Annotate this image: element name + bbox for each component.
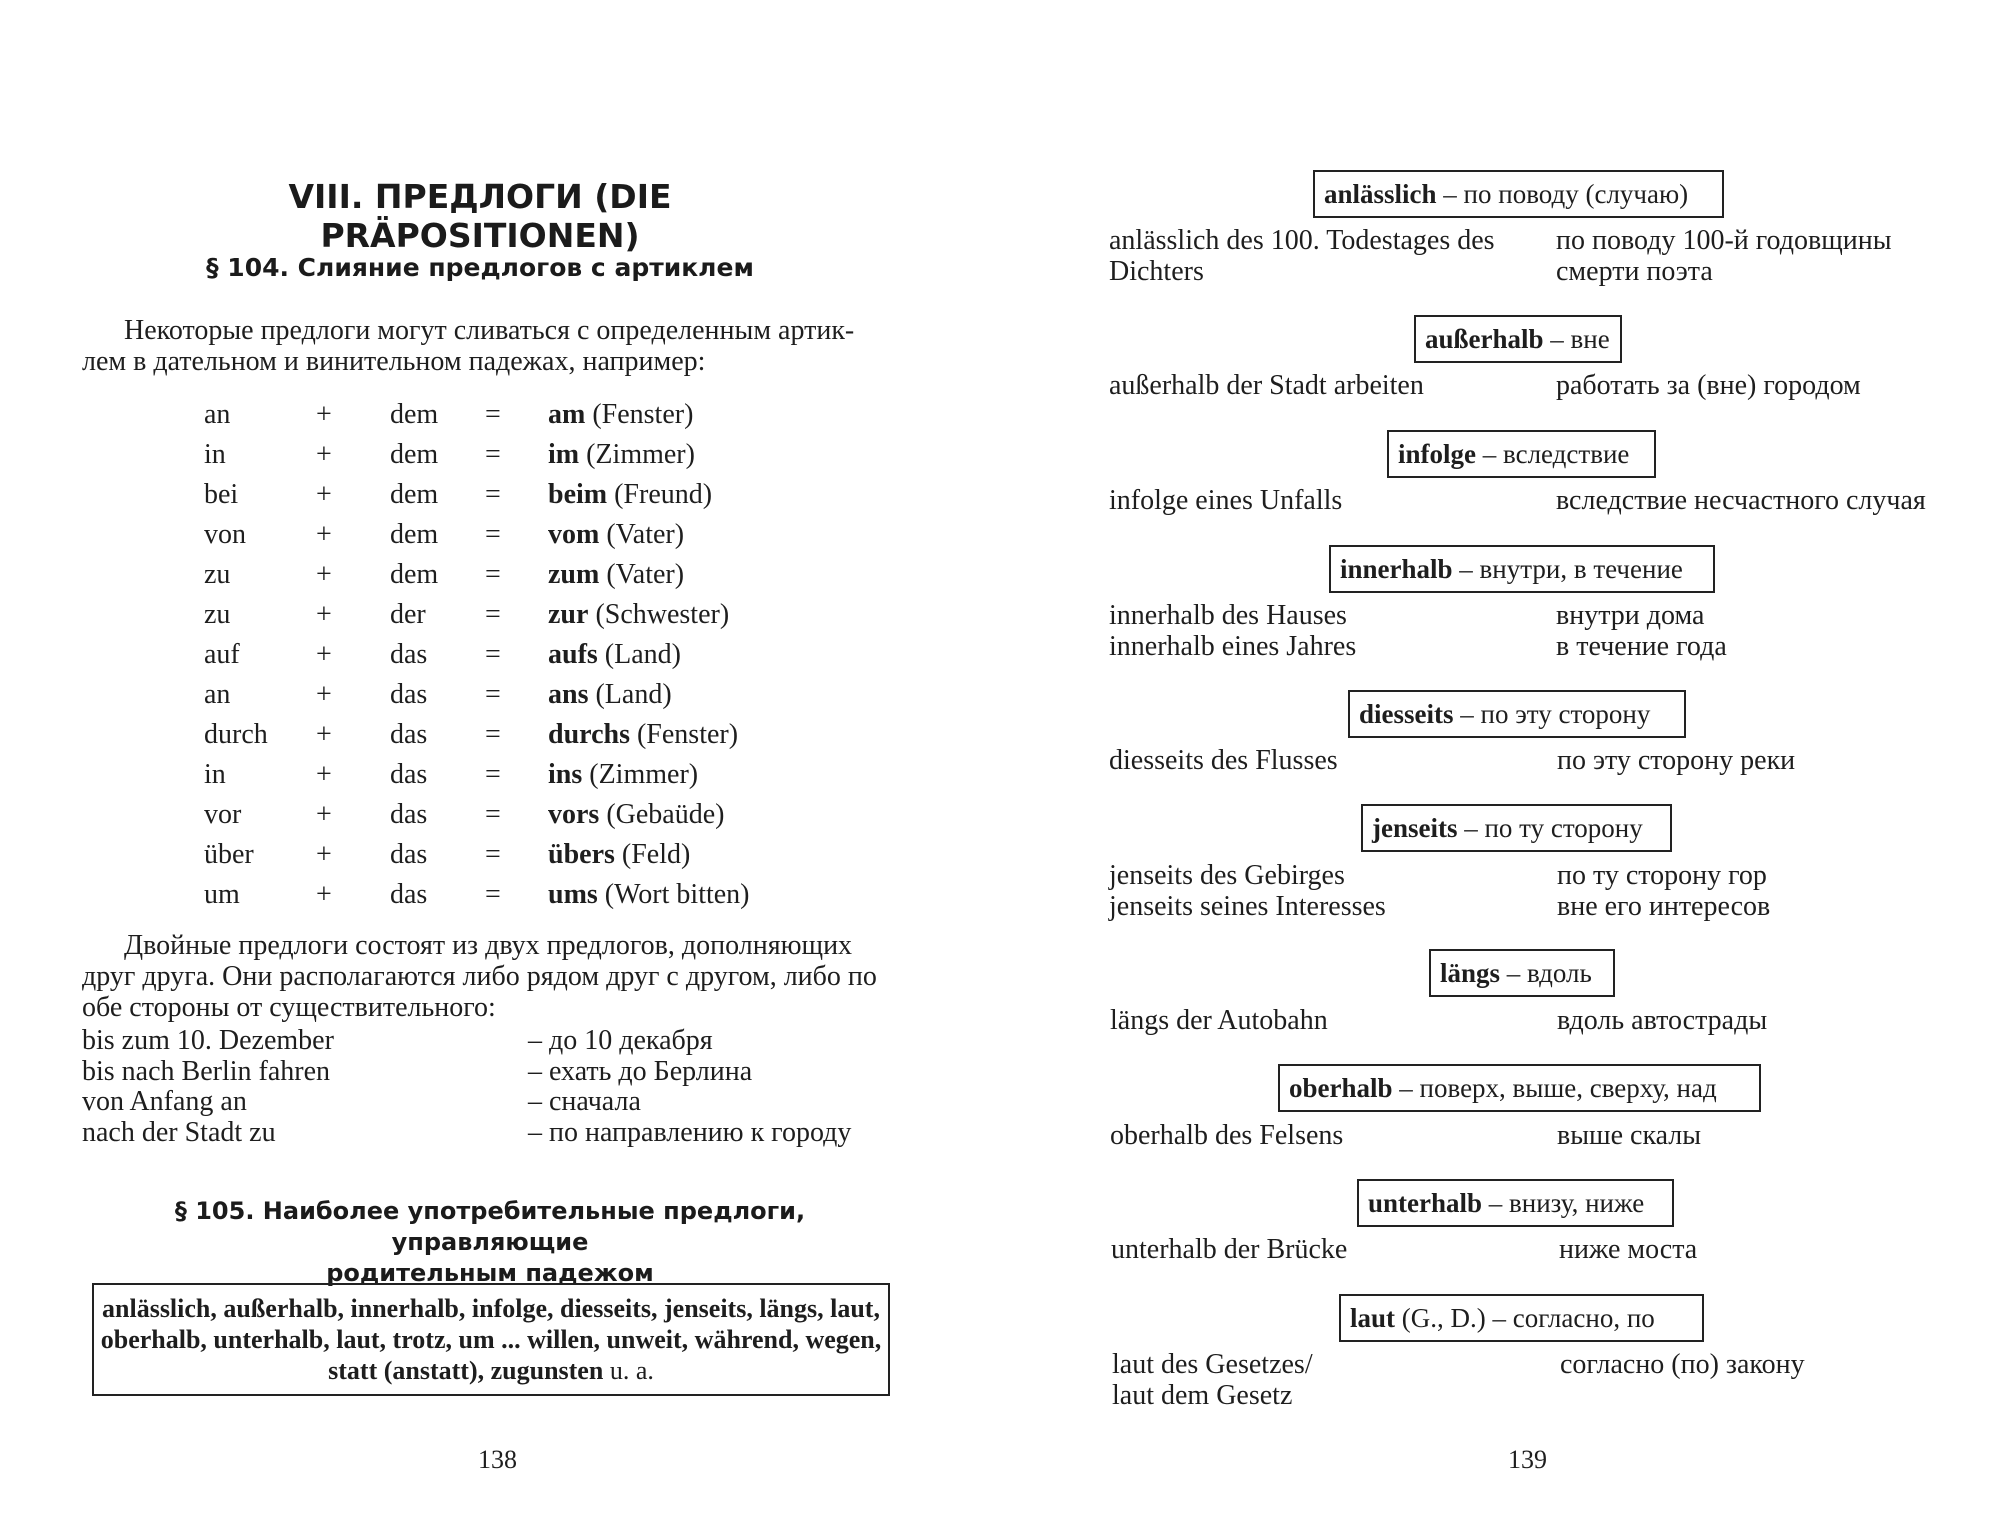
double-preposition-russian: – до 10 декабря [528, 1025, 713, 1056]
merge-plus: + [316, 759, 332, 790]
merge-article: das [390, 839, 428, 870]
section-105-title-line: родительным падежом [326, 1259, 654, 1287]
double-preposition-russian: – сначала [528, 1086, 641, 1117]
merge-result [548, 555, 684, 595]
merge-result-example: (Vater) [606, 559, 685, 590]
merge-result [548, 715, 738, 755]
entry-example-russian [1556, 225, 1892, 287]
entry-headword: innerhalb [1340, 554, 1453, 584]
translation-line: в течение года [1556, 631, 1727, 662]
translation-line: вне его интересов [1557, 891, 1771, 922]
entry-example-russian [1557, 1005, 1767, 1036]
double-prepositions-intro [82, 930, 904, 1023]
merge-row [204, 635, 804, 675]
merge-plus: + [316, 599, 332, 630]
merge-result-form: ums [548, 879, 598, 910]
merge-plus: + [316, 479, 332, 510]
entry-headword: unterhalb [1368, 1188, 1483, 1218]
merge-preposition: über [204, 839, 254, 870]
chapter-title: VIII. ПРЕДЛОГИ (DIE PRÄPOSITIONEN) [288, 177, 672, 255]
merge-preposition: zu [204, 559, 231, 590]
merge-result [548, 395, 693, 435]
merge-result [548, 675, 672, 715]
merge-preposition: um [204, 879, 240, 910]
double-preposition-german: bis nach Berlin fahren [82, 1055, 331, 1087]
merge-result-example: (Land) [595, 679, 672, 710]
merge-result [548, 635, 681, 675]
intro-line: обе стороны от существительного: [82, 992, 496, 1023]
translation-line: по эту сторону реки [1557, 745, 1796, 776]
entry-meaning: – внутри, в течение [1452, 554, 1683, 584]
example-line: anlässlich des 100. Todestages des [1109, 225, 1495, 256]
double-preposition-row [82, 1057, 902, 1087]
entry-example-russian [1557, 1120, 1701, 1151]
box-line: anlässlich, außerhalb, innerhalb, infolge, diesseits, jenseits, längs, laut, [102, 1294, 880, 1323]
merge-result-form: am [548, 399, 586, 430]
entry-headword: laut [1350, 1303, 1396, 1333]
entry-meaning: – внизу, ниже [1482, 1188, 1645, 1218]
example-line: infolge eines Unfalls [1109, 485, 1343, 516]
double-preposition-german: nach der Stadt zu [82, 1116, 276, 1148]
translation-line: по ту сторону гор [1557, 860, 1767, 891]
entry-headword-box [1278, 1064, 1761, 1112]
intro-line: лем в дательном и винительном падежах, например: [82, 346, 706, 377]
translation-line: вследствие несчастного случая [1556, 485, 1926, 516]
merge-article: das [390, 879, 428, 910]
merge-result-example: (Feld) [621, 839, 691, 870]
merge-row [204, 435, 804, 475]
entry-headword-box [1414, 315, 1622, 363]
translation-line: смерти поэта [1556, 256, 1713, 287]
section-105-title [90, 1196, 890, 1289]
double-preposition-row [82, 1026, 902, 1056]
example-line: laut dem Gesetz [1112, 1380, 1293, 1411]
merge-result-form: ins [548, 759, 583, 790]
intro-line: Двойные предлоги состоят из двух предлогов, дополняющих [124, 930, 853, 961]
merge-result-form: beim [548, 479, 608, 510]
merge-row [204, 755, 804, 795]
merge-preposition: auf [204, 639, 240, 670]
section-104-title: § 104. Слияние предлогов с артиклем [206, 253, 754, 282]
merge-row [204, 795, 804, 835]
entry-example-german [1109, 745, 1338, 776]
entry-example-german [1109, 600, 1356, 662]
double-preposition-row [82, 1087, 902, 1117]
entry-example-russian [1556, 485, 1926, 516]
merge-preposition: durch [204, 719, 268, 750]
merge-plus: + [316, 399, 332, 430]
merge-row [204, 675, 804, 715]
merge-result-example: (Freund) [614, 479, 713, 510]
entry-headword: anlässlich [1324, 179, 1437, 209]
merge-plus: + [316, 679, 332, 710]
entry-meaning: – поверх, выше, сверху, над [1392, 1073, 1717, 1103]
example-line: innerhalb eines Jahres [1109, 631, 1357, 662]
entry-headword: längs [1440, 958, 1501, 988]
entry-example-german [1110, 1005, 1328, 1036]
entry-headword: infolge [1398, 439, 1476, 469]
merge-plus: + [316, 639, 332, 670]
merge-article: das [390, 679, 428, 710]
translation-line: согласно (по) закону [1560, 1349, 1805, 1380]
merge-row [204, 395, 804, 435]
entry-example-russian [1557, 860, 1770, 922]
entry-example-german [1112, 1349, 1313, 1411]
merge-result-example: (Fenster) [636, 719, 739, 750]
merge-result-form: durchs [548, 719, 630, 750]
section-105-title-line: § 105. Наиболее употребительные предлоги, управляющие [174, 1197, 806, 1256]
merge-equals: = [485, 679, 501, 710]
double-preposition-row [82, 1118, 902, 1148]
entry-headword-box [1313, 170, 1724, 218]
entry-headword-box [1329, 545, 1715, 593]
merge-article: dem [390, 439, 439, 470]
box-line-tail: u. a. [603, 1356, 654, 1385]
entry-headword: außerhalb [1425, 324, 1544, 354]
page-number-left: 138 [478, 1445, 517, 1474]
entry-meaning: – по поводу (случаю) [1436, 179, 1689, 209]
merge-result-example: (Wort bitten) [604, 879, 750, 910]
entry-meaning: – вследствие [1476, 439, 1630, 469]
entry-headword-box [1429, 949, 1615, 997]
translation-line: работать за (вне) городом [1556, 370, 1861, 401]
translation-line: вдоль автострады [1557, 1005, 1768, 1036]
entry-headword-box [1387, 430, 1656, 478]
merge-equals: = [485, 399, 501, 430]
merge-plus: + [316, 719, 332, 750]
merge-article: das [390, 799, 428, 830]
entry-example-german [1109, 370, 1424, 401]
merge-equals: = [485, 639, 501, 670]
merge-preposition: in [204, 439, 226, 470]
merge-article: das [390, 719, 428, 750]
example-line: jenseits des Gebirges [1109, 860, 1345, 891]
entry-example-russian [1557, 745, 1795, 776]
merge-equals: = [485, 479, 501, 510]
merge-equals: = [485, 559, 501, 590]
merge-equals: = [485, 839, 501, 870]
merge-result-form: zum [548, 559, 600, 590]
merge-row [204, 595, 804, 635]
merge-article: dem [390, 479, 439, 510]
entry-headword-box [1357, 1179, 1674, 1227]
merge-article: das [390, 759, 428, 790]
example-line: jenseits seines Interesses [1109, 891, 1386, 922]
merge-result-example: (Gebaüde) [606, 799, 725, 830]
merge-result-example: (Schwester) [595, 599, 730, 630]
merge-preposition: von [204, 519, 246, 550]
translation-line: ниже моста [1559, 1234, 1698, 1265]
entry-example-russian [1556, 370, 1861, 401]
merge-result-example: (Zimmer) [586, 439, 695, 470]
entry-example-german [1109, 225, 1495, 287]
box-line: oberhalb, unterhalb, laut, trotz, um ... willen, unweit, während, wegen, [100, 1325, 882, 1354]
merge-result [548, 475, 712, 515]
merge-plus: + [316, 519, 332, 550]
merge-result-form: im [548, 439, 580, 470]
entry-headword: jenseits [1372, 813, 1458, 843]
merge-plus: + [316, 799, 332, 830]
merge-result-example: (Zimmer) [589, 759, 699, 790]
example-line: außerhalb der Stadt arbeiten [1109, 370, 1424, 401]
merge-result-form: ans [548, 679, 589, 710]
merge-result-form: zur [548, 599, 589, 630]
merge-row [204, 475, 804, 515]
double-preposition-german: von Anfang an [82, 1086, 247, 1117]
entry-headword-box [1339, 1294, 1704, 1342]
merge-result-form: vors [548, 799, 600, 830]
merge-result-example: (Fenster) [592, 399, 694, 430]
entry-example-german [1109, 485, 1342, 516]
entry-headword-box [1348, 690, 1686, 738]
entry-example-german [1111, 1234, 1347, 1265]
entry-example-german [1110, 1120, 1343, 1151]
merge-result [548, 795, 724, 835]
merge-article: dem [390, 559, 439, 590]
merge-preposition: zu [204, 599, 231, 630]
merge-plus: + [316, 559, 332, 590]
merge-result [548, 435, 695, 475]
entry-headword-box [1361, 804, 1672, 852]
example-line: diesseits des Flusses [1109, 745, 1338, 776]
example-line: oberhalb des Felsens [1110, 1120, 1344, 1151]
merge-result-form: übers [548, 839, 615, 870]
merge-equals: = [485, 759, 501, 790]
entry-meaning: – по эту сторону [1453, 699, 1651, 729]
example-line: längs der Autobahn [1110, 1005, 1328, 1036]
entry-meaning: (G., D.) – согласно, по [1395, 1303, 1655, 1333]
merge-row [204, 515, 804, 555]
example-line: Dichters [1109, 256, 1204, 287]
merge-result [548, 595, 729, 635]
entry-example-russian [1556, 600, 1727, 662]
merge-result-example: (Land) [604, 639, 681, 670]
translation-line: выше скалы [1557, 1120, 1702, 1151]
merge-preposition: vor [204, 799, 242, 830]
merge-row [204, 555, 804, 595]
merge-article: der [390, 599, 426, 630]
entry-headword: diesseits [1359, 699, 1454, 729]
example-line: laut des Gesetzes/ [1112, 1349, 1313, 1380]
merge-result [548, 755, 698, 795]
entry-headword: oberhalb [1289, 1073, 1393, 1103]
example-line: unterhalb der Brücke [1111, 1234, 1348, 1265]
translation-line: внутри дома [1556, 600, 1705, 631]
entry-meaning: – вдоль [1500, 958, 1592, 988]
merge-result-example: (Vater) [606, 519, 685, 550]
intro-line: Некоторые предлоги могут сливаться с определенным артик- [124, 315, 855, 346]
double-preposition-russian: – по направлению к городу [528, 1116, 852, 1148]
merge-preposition: in [204, 759, 226, 790]
merge-result [548, 835, 690, 875]
merge-preposition: an [204, 399, 231, 430]
merge-plus: + [316, 839, 332, 870]
merge-result [548, 875, 750, 915]
double-preposition-russian: – ехать до Берлина [528, 1055, 753, 1087]
merge-equals: = [485, 599, 501, 630]
entry-meaning: – вне [1543, 324, 1610, 354]
box-line [94, 1355, 888, 1386]
merge-result-form: aufs [548, 639, 598, 670]
section-104-intro [82, 315, 904, 377]
box-line-bold: statt (anstatt), zugunsten [328, 1356, 604, 1385]
merge-preposition: an [204, 679, 231, 710]
merge-plus: + [316, 439, 332, 470]
entry-meaning: – по ту сторону [1457, 813, 1643, 843]
merge-row [204, 715, 804, 755]
merge-equals: = [485, 439, 501, 470]
entry-example-german [1109, 860, 1386, 922]
example-line: innerhalb des Hauses [1109, 600, 1347, 631]
merge-row [204, 835, 804, 875]
merge-equals: = [485, 799, 501, 830]
entry-example-russian [1560, 1349, 1805, 1380]
genitive-prepositions-box [92, 1283, 890, 1396]
right-page [1000, 0, 2000, 1520]
merge-preposition: bei [204, 479, 239, 510]
merge-plus: + [316, 879, 332, 910]
merge-result [548, 515, 684, 555]
merge-article: dem [390, 399, 439, 430]
merge-equals: = [485, 719, 501, 750]
merge-article: das [390, 639, 428, 670]
merge-equals: = [485, 879, 501, 910]
translation-line: по поводу 100-й годовщины [1556, 225, 1892, 256]
merge-article: dem [390, 519, 439, 550]
merge-equals: = [485, 519, 501, 550]
entry-example-russian [1559, 1234, 1697, 1265]
intro-line: друг друга. Они располагаются либо рядом друг с другом, либо по [82, 961, 877, 992]
double-preposition-german: bis zum 10. Dezember [82, 1025, 334, 1056]
merge-result-form: vom [548, 519, 600, 550]
merge-row [204, 875, 804, 915]
page-number-right: 139 [1508, 1445, 1547, 1474]
